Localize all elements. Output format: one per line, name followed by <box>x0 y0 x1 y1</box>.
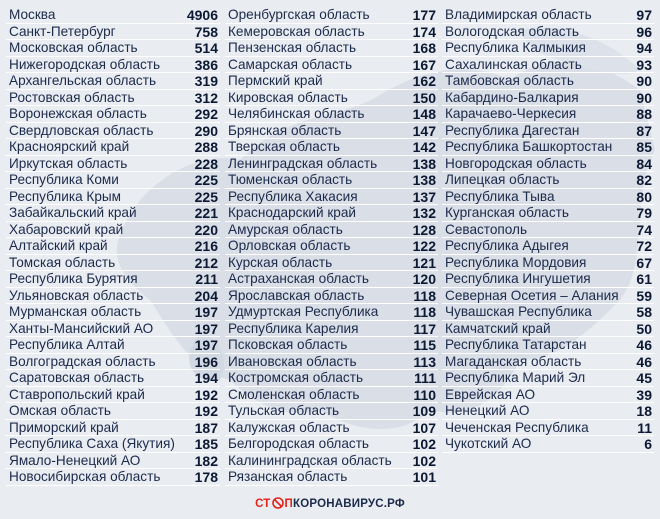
case-count: 117 <box>413 320 436 337</box>
region-row <box>225 436 438 453</box>
case-count: 196 <box>194 353 218 370</box>
region-name: Тверская область <box>228 139 340 154</box>
region-name: Республика Адыгея <box>445 238 569 253</box>
region-name: Забайкальский край <box>9 205 137 220</box>
region-name: Саратовская область <box>9 370 145 385</box>
region-row <box>442 321 654 338</box>
region-name: Сахалинская область <box>445 56 582 72</box>
region-name: Курская область <box>228 254 333 270</box>
case-count: 111 <box>414 370 436 386</box>
region-name: Краснодарский край <box>228 205 357 220</box>
region-row <box>225 271 438 288</box>
region-row <box>442 205 654 222</box>
case-count: 312 <box>194 89 218 106</box>
region-row <box>225 90 438 107</box>
region-row <box>442 156 654 173</box>
region-name: Приморский край <box>9 419 119 435</box>
case-count: 46 <box>636 337 652 353</box>
case-count: 97 <box>636 7 652 23</box>
region-name: Рязанская область <box>228 469 348 484</box>
case-count: 150 <box>412 89 436 106</box>
case-count: 101 <box>412 469 436 485</box>
column-1 <box>6 7 220 486</box>
region-name: Владимирская область <box>445 7 592 22</box>
case-count: 18 <box>636 403 652 419</box>
region-row <box>225 387 438 404</box>
case-count: 142 <box>412 139 436 155</box>
region-row <box>442 73 654 90</box>
case-count: 211 <box>195 271 218 287</box>
region-row <box>225 403 438 420</box>
region-row <box>442 387 654 404</box>
region-row <box>6 106 220 123</box>
case-count: 58 <box>636 304 652 320</box>
region-name: Республика Алтай <box>9 337 125 352</box>
region-row <box>225 172 438 189</box>
region-row <box>6 205 220 222</box>
region-row <box>6 387 220 404</box>
region-name: Пензенская область <box>228 40 357 55</box>
region-row <box>442 123 654 140</box>
region-row <box>6 304 220 321</box>
region-row <box>442 255 654 272</box>
case-count: 228 <box>194 155 218 172</box>
region-name: Московская область <box>9 40 138 55</box>
region-row <box>6 139 220 156</box>
region-row <box>6 436 220 453</box>
region-name: Свердловская область <box>9 122 154 138</box>
region-row <box>225 205 438 222</box>
case-count: 4906 <box>186 7 218 23</box>
case-count: 197 <box>194 320 218 337</box>
region-name: Астраханская область <box>228 271 369 286</box>
region-name: Кировская область <box>228 89 348 105</box>
case-count: 87 <box>636 122 652 139</box>
case-count: 174 <box>412 23 436 40</box>
region-row <box>225 139 438 156</box>
region-name: Республика Татарстан <box>445 337 587 352</box>
region-name: Новгородская область <box>445 155 587 171</box>
region-name: Камчатский край <box>445 320 551 336</box>
region-name: Иркутская область <box>9 155 128 171</box>
case-count: 197 <box>194 337 218 353</box>
case-count: 148 <box>412 106 436 122</box>
case-count: 45 <box>636 370 652 386</box>
region-name: Оренбургская область <box>228 7 370 22</box>
region-name: Чувашская Республика <box>445 304 592 319</box>
region-name: Москва <box>9 7 56 22</box>
region-row <box>442 304 654 321</box>
case-count: 121 <box>412 254 436 271</box>
case-count: 115 <box>413 337 436 353</box>
case-count: 168 <box>412 40 436 56</box>
region-row <box>6 420 220 437</box>
region-row <box>6 222 220 239</box>
region-name: Смоленская область <box>228 386 360 402</box>
region-name: Красноярский край <box>9 139 130 154</box>
case-count: 167 <box>412 56 436 73</box>
region-name: Карачаево-Черкесия <box>445 106 577 121</box>
region-row <box>225 156 438 173</box>
case-count: 120 <box>412 271 436 287</box>
region-name: Ямало-Ненецкий АО <box>9 452 141 468</box>
region-row <box>6 156 220 173</box>
region-name: Волгоградская область <box>9 353 156 369</box>
region-name: Ханты-Мансийский АО <box>9 320 154 336</box>
case-count: 113 <box>413 353 436 370</box>
region-row <box>6 288 220 305</box>
case-count: 50 <box>636 320 652 337</box>
region-row <box>6 172 220 189</box>
case-count: 162 <box>412 73 436 89</box>
region-row <box>225 370 438 387</box>
region-name: Республика Саха (Якутия) <box>9 436 175 451</box>
case-count: 128 <box>412 221 436 238</box>
region-name: Калужская область <box>228 419 350 435</box>
case-count: 187 <box>194 419 218 436</box>
case-count: 197 <box>194 304 218 320</box>
region-name: Республика Башкортостан <box>445 139 613 154</box>
region-name: Чеченская Республика <box>445 419 589 435</box>
region-name: Мурманская область <box>9 304 142 319</box>
case-count: 93 <box>636 56 652 73</box>
region-row <box>6 321 220 338</box>
case-count: 204 <box>194 287 218 304</box>
region-row <box>6 337 220 354</box>
case-count: 192 <box>194 386 218 403</box>
region-name: Чукотский АО <box>445 436 532 451</box>
region-name: Республика Калмыкия <box>445 40 586 55</box>
region-name: Ульяновская область <box>9 287 144 303</box>
case-count: 79 <box>636 205 652 221</box>
region-name: Пермский край <box>228 73 323 88</box>
region-row <box>225 354 438 371</box>
column-2 <box>225 7 438 486</box>
region-name: Ярославская область <box>228 287 365 303</box>
region-name: Ставропольский край <box>9 386 145 402</box>
region-row <box>6 354 220 371</box>
case-count: 132 <box>412 205 436 221</box>
region-row <box>6 469 220 486</box>
region-row <box>6 403 220 420</box>
case-count: 109 <box>412 403 436 419</box>
region-name: Санкт-Петербург <box>9 23 116 39</box>
region-row <box>442 90 654 107</box>
region-row <box>225 337 438 354</box>
region-name: Архангельская область <box>9 73 157 88</box>
case-count: 319 <box>194 73 218 89</box>
region-row <box>442 271 654 288</box>
case-count: 96 <box>636 23 652 40</box>
case-count: 72 <box>636 238 652 254</box>
region-name: Ленинградская область <box>228 155 378 171</box>
region-row <box>442 337 654 354</box>
region-row <box>442 139 654 156</box>
region-name: Тульская область <box>228 403 340 418</box>
case-count: 74 <box>636 221 652 238</box>
case-count: 138 <box>412 155 436 172</box>
region-row <box>442 354 654 371</box>
region-row <box>225 321 438 338</box>
region-row <box>6 24 220 41</box>
case-count: 194 <box>194 370 218 386</box>
case-count: 225 <box>194 188 218 205</box>
region-name: Брянская область <box>228 122 342 138</box>
region-name: Ивановская область <box>228 353 357 369</box>
region-row <box>442 57 654 74</box>
region-name: Республика Карелия <box>228 320 359 336</box>
region-row <box>225 24 438 41</box>
case-count: 80 <box>636 188 652 205</box>
region-name: Магаданская область <box>445 353 582 369</box>
case-count: 90 <box>636 73 652 89</box>
region-name: Алтайский край <box>9 238 108 253</box>
region-name: Кемеровская область <box>228 23 365 39</box>
region-row <box>6 255 220 272</box>
region-row <box>6 238 220 255</box>
region-name: Нижегородская область <box>9 56 161 72</box>
case-count: 102 <box>412 436 436 452</box>
region-row <box>6 453 220 470</box>
region-row <box>225 7 438 24</box>
region-name: Калининградская область <box>228 452 392 468</box>
case-count: 107 <box>412 419 436 436</box>
case-count: 102 <box>412 452 436 469</box>
region-name: Челябинская область <box>228 106 365 121</box>
region-name: Амурская область <box>228 221 343 237</box>
region-name: Еврейская АО <box>445 386 536 402</box>
region-row <box>442 189 654 206</box>
region-row <box>225 469 438 486</box>
region-row <box>225 222 438 239</box>
region-row <box>442 288 654 305</box>
case-count: 216 <box>194 238 218 254</box>
region-row <box>6 370 220 387</box>
case-count: 220 <box>194 221 218 238</box>
region-row <box>225 189 438 206</box>
case-count: 11 <box>637 419 652 436</box>
region-name: Омская область <box>9 403 111 418</box>
logo-text-c: КОРОНАВИРУС.РФ <box>293 498 405 510</box>
region-row <box>442 7 654 24</box>
case-count: 90 <box>636 89 652 106</box>
case-count: 59 <box>636 287 652 304</box>
region-row <box>6 57 220 74</box>
case-count: 39 <box>636 386 652 403</box>
region-name: Кабардино-Балкария <box>445 89 579 105</box>
region-row <box>6 271 220 288</box>
case-count: 67 <box>636 254 652 271</box>
region-row <box>225 40 438 57</box>
region-row <box>225 255 438 272</box>
case-count: 137 <box>412 188 436 205</box>
region-row <box>225 420 438 437</box>
case-count: 182 <box>194 452 218 469</box>
region-row <box>442 403 654 420</box>
region-name: Тюменская область <box>228 172 353 187</box>
case-count: 88 <box>636 106 652 122</box>
footer-logo <box>0 497 660 515</box>
region-name: Тамбовская область <box>445 73 574 88</box>
region-name: Костромская область <box>228 370 364 385</box>
region-row <box>225 238 438 255</box>
region-name: Ростовская область <box>9 89 135 105</box>
region-row <box>225 453 438 470</box>
region-row <box>225 106 438 123</box>
case-count: 178 <box>194 469 218 485</box>
region-name: Республика Бурятия <box>9 271 138 286</box>
region-name: Удмуртская Республика <box>228 304 379 319</box>
region-row <box>6 73 220 90</box>
region-name: Республика Тыва <box>445 188 555 204</box>
logo-text-b: П <box>284 498 293 510</box>
region-name: Орловская область <box>228 238 351 253</box>
case-count: 225 <box>194 172 218 188</box>
region-name: Республика Дагестан <box>445 122 580 138</box>
region-name: Республика Хакасия <box>228 188 358 204</box>
region-row <box>442 420 654 437</box>
case-count: 177 <box>412 7 436 23</box>
region-name: Липецкая область <box>445 172 560 187</box>
case-count: 514 <box>194 40 218 56</box>
region-row <box>225 57 438 74</box>
case-count: 292 <box>194 106 218 122</box>
case-count: 84 <box>636 155 652 172</box>
logo-text-a: СТ <box>255 498 271 510</box>
region-row <box>225 123 438 140</box>
region-name: Курганская область <box>445 205 569 220</box>
region-name: Томская область <box>9 254 116 270</box>
region-row <box>6 7 220 24</box>
region-name: Вологодская область <box>445 23 579 39</box>
case-count: 94 <box>636 40 652 56</box>
region-row <box>442 370 654 387</box>
region-name: Хабаровский край <box>9 221 124 237</box>
region-row <box>442 222 654 239</box>
case-count: 46 <box>636 353 652 370</box>
case-count: 288 <box>194 139 218 155</box>
region-name: Республика Марий Эл <box>445 370 586 385</box>
region-row <box>225 304 438 321</box>
case-count: 290 <box>194 122 218 139</box>
case-count: 85 <box>636 139 652 155</box>
case-count: 61 <box>636 271 652 287</box>
region-row <box>6 90 220 107</box>
region-name: Республика Крым <box>9 188 122 204</box>
case-count: 118 <box>413 304 436 320</box>
region-name: Северная Осетия – Алания <box>445 287 619 303</box>
region-name: Республика Мордовия <box>445 254 587 270</box>
region-row <box>442 106 654 123</box>
region-name: Ненецкий АО <box>445 403 530 418</box>
case-count: 118 <box>413 287 436 304</box>
region-name: Псковская область <box>228 337 348 352</box>
case-count: 82 <box>636 172 652 188</box>
region-name: Белгородская область <box>228 436 370 451</box>
case-count: 110 <box>413 386 436 403</box>
region-row <box>442 24 654 41</box>
case-count: 758 <box>194 23 218 40</box>
region-row <box>225 73 438 90</box>
region-name: Новосибирская область <box>9 469 161 484</box>
region-row <box>442 172 654 189</box>
region-row <box>6 189 220 206</box>
case-count: 122 <box>412 238 436 254</box>
case-count: 6 <box>644 436 652 452</box>
region-row <box>442 436 654 453</box>
case-count: 386 <box>194 56 218 73</box>
region-row <box>6 40 220 57</box>
region-name: Воронежская область <box>9 106 147 121</box>
case-count: 147 <box>412 122 436 139</box>
region-name: Самарская область <box>228 56 353 72</box>
case-count: 138 <box>412 172 436 188</box>
region-row <box>225 288 438 305</box>
region-name: Севастополь <box>445 221 528 237</box>
region-name: Республика Ингушетия <box>445 271 591 286</box>
case-count: 192 <box>194 403 218 419</box>
case-count: 212 <box>194 254 218 271</box>
region-row <box>442 40 654 57</box>
region-row <box>6 123 220 140</box>
case-count: 221 <box>194 205 218 221</box>
region-name: Республика Коми <box>9 172 119 187</box>
column-3 <box>442 7 654 453</box>
region-row <box>442 238 654 255</box>
case-count: 185 <box>194 436 218 452</box>
virus-stop-icon <box>272 497 284 509</box>
